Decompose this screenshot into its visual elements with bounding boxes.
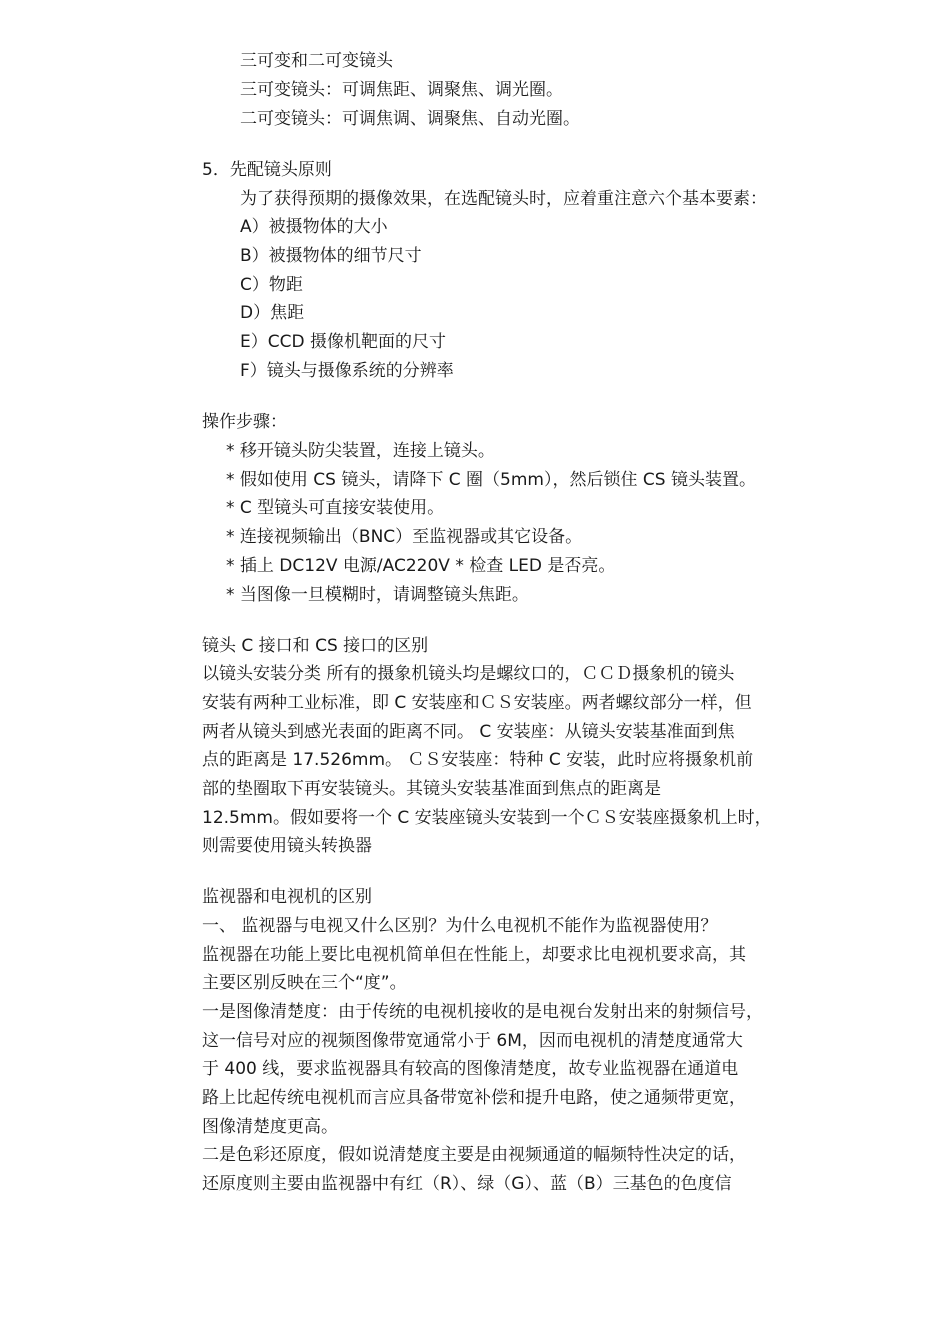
monitor-paragraph-line: 图像清楚度更高。: [202, 1117, 338, 1137]
monitor-paragraph-line: 还原度则主要由监视器中有红（R）、绿（G）、蓝（B）三基色的色度信: [202, 1174, 732, 1194]
step-item: * 假如使用 CS 镜头，请降下 C 圈（5mm），然后锁住 CS 镜头装置。: [226, 470, 756, 490]
monitor-paragraph-line: 路上比起传统电视机而言应具备带宽补偿和提升电路，使之通频带更宽，: [202, 1088, 746, 1108]
lens-principles-intro: 为了获得预期的摄像效果，在选配镜头时，应着重注意六个基本要素：: [240, 189, 767, 209]
step-item: * 插上 DC12V 电源/AC220V * 检查 LED 是否亮。: [226, 556, 616, 576]
monitor-paragraph-line: 一是图像清楚度：由于传统的电视机接收的是电视台发射出来的射频信号，: [202, 1002, 763, 1022]
mount-paragraph-line: 以镜头安装分类 所有的摄象机镜头均是螺纹口的，ＣＣＤ摄象机的镜头: [202, 664, 735, 684]
mount-paragraph-line: 安装有两种工业标准，即 C 安装座和ＣＳ安装座。两者螺纹部分一样，但: [202, 693, 752, 713]
principle-item: E）CCD 摄像机靶面的尺寸: [240, 332, 446, 352]
mount-paragraph-line: 点的距离是 17.526mm。 ＣＳ安装座：特种 C 安装，此时应将摄象机前: [202, 750, 754, 770]
lens-types-heading: 三可变和二可变镜头: [240, 51, 393, 71]
two-variable-lens-line: 二可变镜头：可调焦调、调聚焦、自动光圈。: [240, 109, 580, 129]
principle-item: F）镜头与摄像系统的分辨率: [240, 361, 454, 381]
monitor-paragraph-line: 一、 监视器与电视又什么区别？为什么电视机不能作为监视器使用？: [202, 916, 718, 936]
monitor-paragraph-line: 这一信号对应的视频图像带宽通常小于 6M，因而电视机的清楚度通常大: [202, 1031, 743, 1051]
principle-item: B）被摄物体的细节尺寸: [240, 246, 422, 266]
principle-item: C）物距: [240, 275, 303, 295]
principle-item: A）被摄物体的大小: [240, 217, 388, 237]
mount-paragraph-line: 则需要使用镜头转换器: [202, 836, 372, 856]
mount-paragraph-line: 部的垫圈取下再安装镜头。其镜头安装基准面到焦点的距离是: [202, 779, 661, 799]
three-variable-lens-line: 三可变镜头：可调焦距、调聚焦、调光圈。: [240, 80, 563, 100]
principle-item: D）焦距: [240, 303, 305, 323]
step-item: * 连接视频输出（BNC）至监视器或其它设备。: [226, 527, 583, 547]
steps-heading: 操作步骤：: [202, 412, 287, 432]
mount-paragraph-line: 两者从镜头到感光表面的距离不同。 C 安装座：从镜头安装基准面到焦: [202, 722, 735, 742]
mount-paragraph-line: 12.5mm。假如要将一个 C 安装座镜头安装到一个ＣＳ安装座摄象机上时，: [202, 808, 772, 828]
monitor-paragraph-line: 于 400 线，要求监视器具有较高的图像清楚度，故专业监视器在通道电: [202, 1059, 739, 1079]
monitor-paragraph-line: 监视器在功能上要比电视机简单但在性能上，却要求比电视机要求高，其: [202, 945, 746, 965]
step-item: * 当图像一旦模糊时，请调整镜头焦距。: [226, 585, 529, 605]
monitor-paragraph-line: 二是色彩还原度，假如说清楚度主要是由视频通道的幅频特性决定的话，: [202, 1145, 746, 1165]
monitor-heading: 监视器和电视机的区别: [202, 887, 372, 907]
step-item: * C 型镜头可直接安装使用。: [226, 498, 445, 518]
step-item: * 移开镜头防尖装置，连接上镜头。: [226, 441, 495, 461]
mount-heading: 镜头 C 接口和 CS 接口的区别: [202, 636, 429, 656]
monitor-paragraph-line: 主要区别反映在三个“度”。: [202, 973, 407, 993]
lens-principles-heading: 5．先配镜头原则: [202, 160, 332, 180]
